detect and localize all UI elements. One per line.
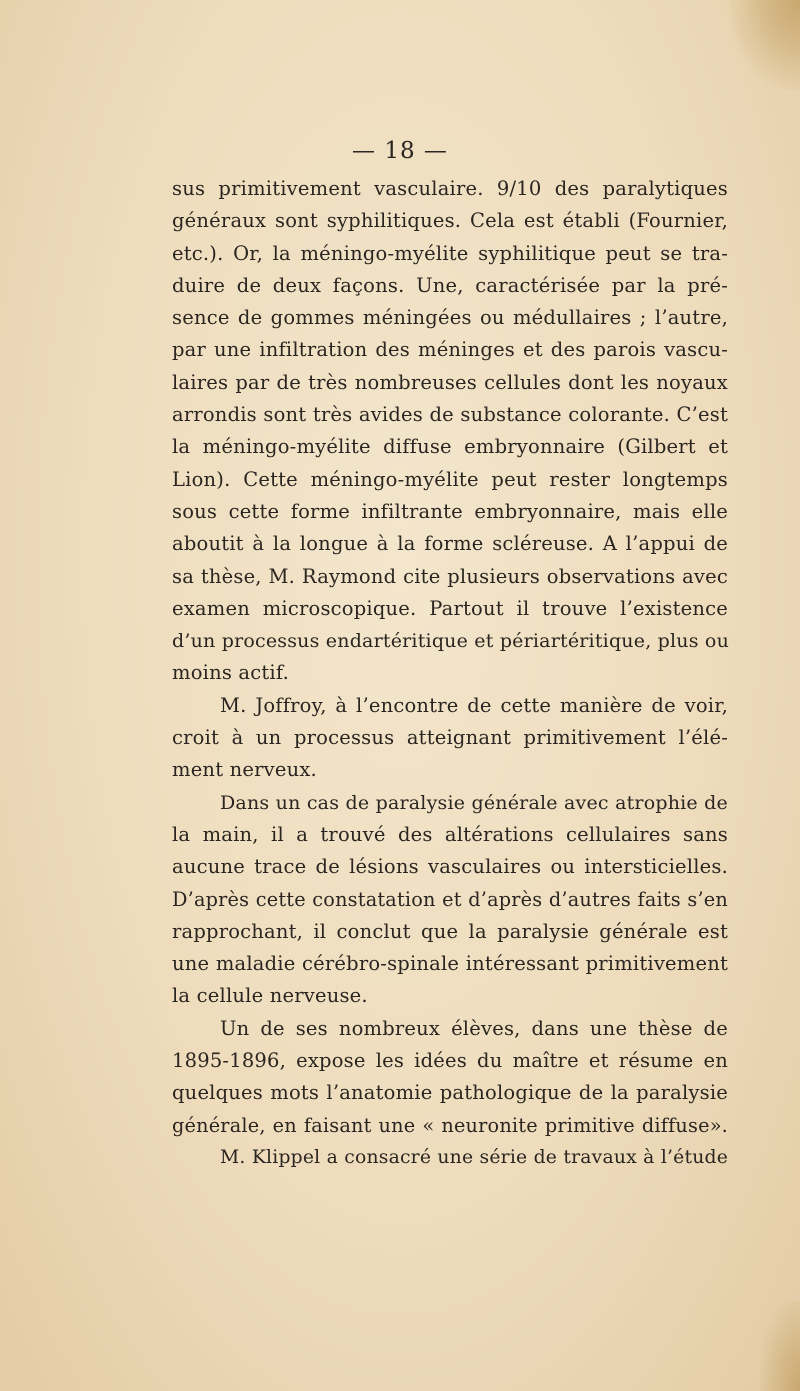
text-line: duire de deux façons. Une, caractérisée par la pré- — [172, 273, 728, 297]
text-line: Lion). Cette méningo-myélite peut rester longtemps — [172, 467, 728, 491]
text-line: généraux sont syphilitiques. Cela est établi (Fournier, — [172, 209, 728, 233]
paper-stain — [760, 1301, 800, 1391]
text-line: aboutit à la longue à la forme scléreuse. A l’appui de — [172, 532, 728, 556]
text-line: aucune trace de lésions vasculaires ou intersticielles. — [172, 855, 728, 879]
text-line: générale, en faisant une « neuronite primitive diffuse». — [172, 1113, 728, 1137]
text-line: d’un processus endartéritique et périartéritique, plus ou — [172, 630, 730, 653]
text-line: la méningo-myélite diffuse embryonnaire (Gilbert et — [172, 435, 728, 459]
text-line: M. Klippel a consacré une série de travaux à l’étude — [220, 1146, 728, 1168]
text-line: ment nerveux. — [172, 758, 317, 782]
body-text — [172, 173, 728, 1174]
text-line: quelques mots l’anatomie pathologique de la paralysie — [172, 1081, 728, 1105]
text-line: la main, il a trouvé des altérations cellulaires sans — [172, 822, 728, 846]
text-line: Un de ses nombreux élèves, dans une thèse de — [220, 1016, 728, 1040]
paper-stain — [730, 0, 800, 90]
text-line: laires par de très nombreuses cellules dont les noyaux — [172, 370, 728, 394]
text-line: sa thèse, M. Raymond cite plusieurs observations avec — [172, 564, 728, 588]
text-line: examen microscopique. Partout il trouve l’existence — [172, 596, 728, 620]
text-line: croit à un processus atteignant primitivement l’élé- — [172, 726, 728, 750]
text-line: M. Joffroy, à l’encontre de cette manière de voir, — [220, 693, 728, 717]
text-line: etc.). Or, la méningo-myélite syphilitique peut se tra- — [172, 241, 728, 265]
text-line: 1895-1896, expose les idées du maître et résume en — [172, 1049, 728, 1073]
text-line: une maladie cérébro-spinale intéressant primitivement — [172, 952, 728, 976]
page-number: — 18 — — [352, 138, 448, 164]
text-line: sence de gommes méningées ou médullaires ; l’autre, — [172, 306, 728, 330]
text-line: Dans un cas de paralysie générale avec atrophie de — [220, 791, 728, 814]
text-line: par une infiltration des méninges et des parois vascu- — [172, 338, 728, 362]
text-line: moins actif. — [172, 661, 289, 685]
text-line: la cellule nerveuse. — [172, 984, 368, 1008]
text-line: sus primitivement vasculaire. 9/10 des paralytiques — [172, 177, 728, 200]
text-line: sous cette forme infiltrante embryonnaire, mais elle — [172, 499, 728, 523]
text-line: arrondis sont très avides de substance colorante. C’est — [172, 403, 728, 427]
text-line: rapprochant, il conclut que la paralysie générale est — [172, 919, 728, 943]
text-line: D’après cette constatation et d’après d’autres faits s’en — [172, 887, 728, 911]
